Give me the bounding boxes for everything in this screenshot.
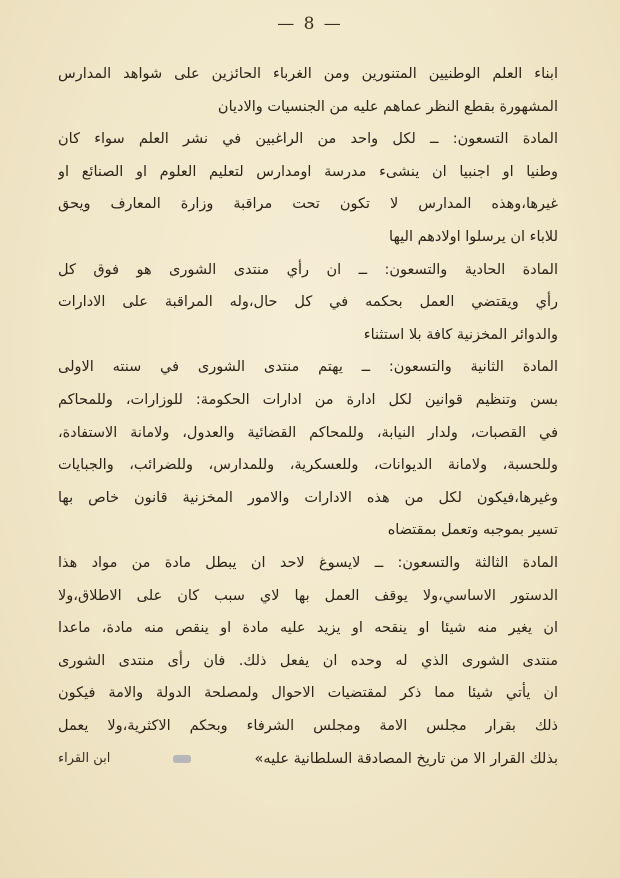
text-line: للاباء ان يرسلوا اولادهم اليها [389, 228, 558, 245]
text-line: المشهورة بقطع النظر عماهم عليه من الجنسيات والاديان [217, 98, 558, 115]
text-line: ابناء العلم الوطنيين المتنورين ومن الغرباء الحائزين على شواهد المدارس [58, 66, 558, 82]
text-line: والدوائر المخزنية كافة بلا استثناء [363, 326, 558, 343]
text-line: غيرها،وهذه المدارس لا تكون تحت مراقبة وزارة المعارف ويحق [58, 196, 558, 213]
text-line: وطنيا او اجنبيا ان ينشىء مدرسة اومدارس لتعليم العلوم او الصنائع او [58, 163, 558, 180]
text-line: وغيرها،فيكون لكل من هذه الادارات والامور المخزنية قانون خاص بها [58, 489, 558, 506]
text-line: المادة الثالثة والتسعون: ــ لايسوغ لاحد ان يبطل مادة من مواد هذا [58, 554, 558, 571]
text-line: ان يغير منه شيئا او ينقحه او يزيد عليه مادة او ينقص منه مادة، ماعدا [58, 620, 558, 637]
text-line: ان يأتي شيئا مما ذكر لمقتضيات الاحوال ولمصلحة الدولة والامة فيكون [58, 685, 558, 702]
text-line: المادة التسعون: ــ لكل واحد من الراغبين في نشر العلم سواء كان [58, 131, 558, 148]
text-line: منتدى الشورى الذي له وحده ان يفعل ذلك. فان رأى منتدى الشورى [58, 652, 558, 669]
text-line: في القصبات، ولدار النيابة، وللمحاكم القضائية والعدول، ولامانة الاستفادة، [58, 424, 558, 441]
text-line: بذلك القرار الا من تاريخ المصادقة السلطانية عليه» [254, 750, 558, 767]
catchword: ابن القراء [58, 751, 111, 767]
ink-smudge [173, 755, 191, 763]
text-line: بسن وتنظيم قوانين لكل ادارة من ادارات الحكومة: للوزارات، وللمحاكم [58, 391, 558, 408]
text-line: المادة الثانية والتسعون: ــ يهتم منتدى الشورى في سنته الاولى [58, 359, 558, 376]
text-line: رأي ويقتضي العمل بحكمه في كل حال،وله المراقبة على الادارات [58, 294, 558, 311]
text-line: ذلك بقرار مجلس الامة ومجلس الشرفاء وبحكم الاكثرية،ولا يعمل [58, 717, 558, 734]
text-line: وللحسبة، ولامانة الديوانات، وللعسكرية، وللمدارس، وللضرائب، والجبايات [58, 457, 558, 474]
text-line: المادة الحادية والتسعون: ــ ان رأي منتدى الشورى هو فوق كل [58, 261, 558, 278]
text-line: تسير بموجبه وتعمل بمقتضاه [387, 522, 558, 539]
text-line: الدستور الاساسي،ولا يوقف العمل بها لاي سبب كان على الاطلاق،ولا [58, 587, 558, 604]
body-text [58, 58, 558, 775]
last-line [58, 742, 558, 775]
page-number: — 8 — [277, 14, 343, 34]
